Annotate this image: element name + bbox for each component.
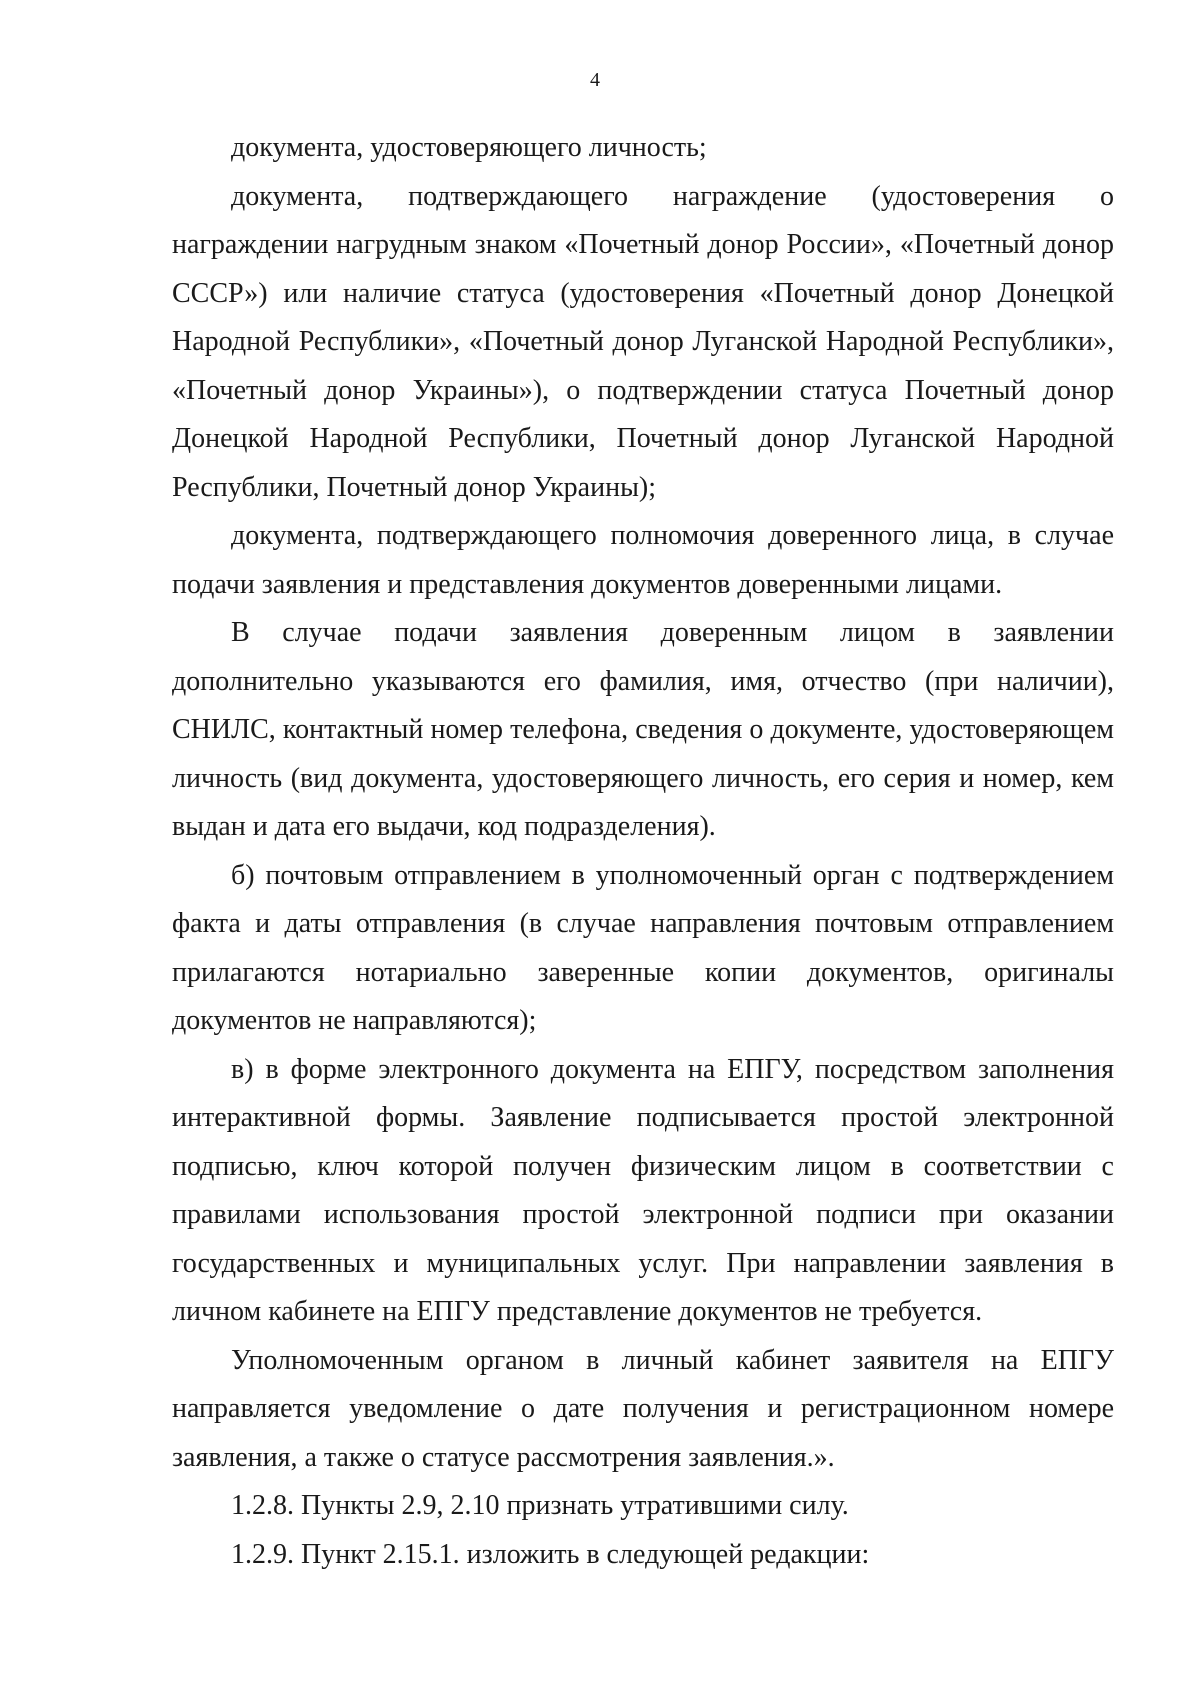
paragraph-item-1-2-9: 1.2.9. Пункт 2.15.1. изложить в следующей редакции:: [231, 1538, 870, 1570]
document-body: [172, 124, 1114, 1579]
page-number: 4: [590, 69, 600, 91]
paragraph-proxy-authority: документа, подтверждающего полномочия доверенного лица, в случае подачи заявления и представления документов доверенными лицами.: [172, 520, 1114, 600]
paragraph-notification: Уполномоченным органом в личный кабинет заявителя на ЕПГУ направляется уведомление о дате получения и регистрационном номере заявления, а также о статусе рассмотрения заявления.».: [172, 1344, 1114, 1473]
paragraph-postal-submission: б) почтовым отправлением в уполномоченный орган с подтверждением факта и даты отправления (в случае направления почтовым отправлением прилагаются нотариально заверенные копии документов, оригиналы документов не направляются);: [172, 859, 1114, 1036]
paragraph-identity-document: документа, удостоверяющего личность;: [231, 132, 707, 163]
paragraph-electronic-submission: в) в форме электронного документа на ЕПГУ, посредством заполнения интерактивной формы. Заявление подписывается простой электронной подписью, ключ которой получен физическим лицом в соответствии с правилами использования простой электронной подписи при оказании государственных и муниципальных услуг. При направлении заявления в личном кабинете на ЕПГУ представление документов не требуется.: [172, 1053, 1114, 1327]
paragraph-item-1-2-8: 1.2.8. Пункты 2.9, 2.10 признать утратившими силу.: [231, 1490, 849, 1521]
paragraph-proxy-details: В случае подачи заявления доверенным лицом в заявлении дополнительно указываются его фамилия, имя, отчество (при наличии), СНИЛС, контактный номер телефона, сведения о документе, удостоверяющем личность (вид документа, удостоверяющего личность, его серия и номер, кем выдан и дата его выдачи, код подразделения).: [172, 617, 1114, 842]
paragraph-award-document: документа, подтверждающего награждение (удостоверения о награждении нагрудным знаком «Почетный донор России», «Почетный донор СССР») или наличие статуса (удостоверения «Почетный донор Донецкой Народной Республики», «Почетный донор Луганской Народной Республики», «Почетный донор Украины»), о подтверждении статуса Почетный донор Донецкой Народной Республики, Почетный донор Луганской Народной Республики, Почетный донор Украины);: [172, 180, 1114, 503]
